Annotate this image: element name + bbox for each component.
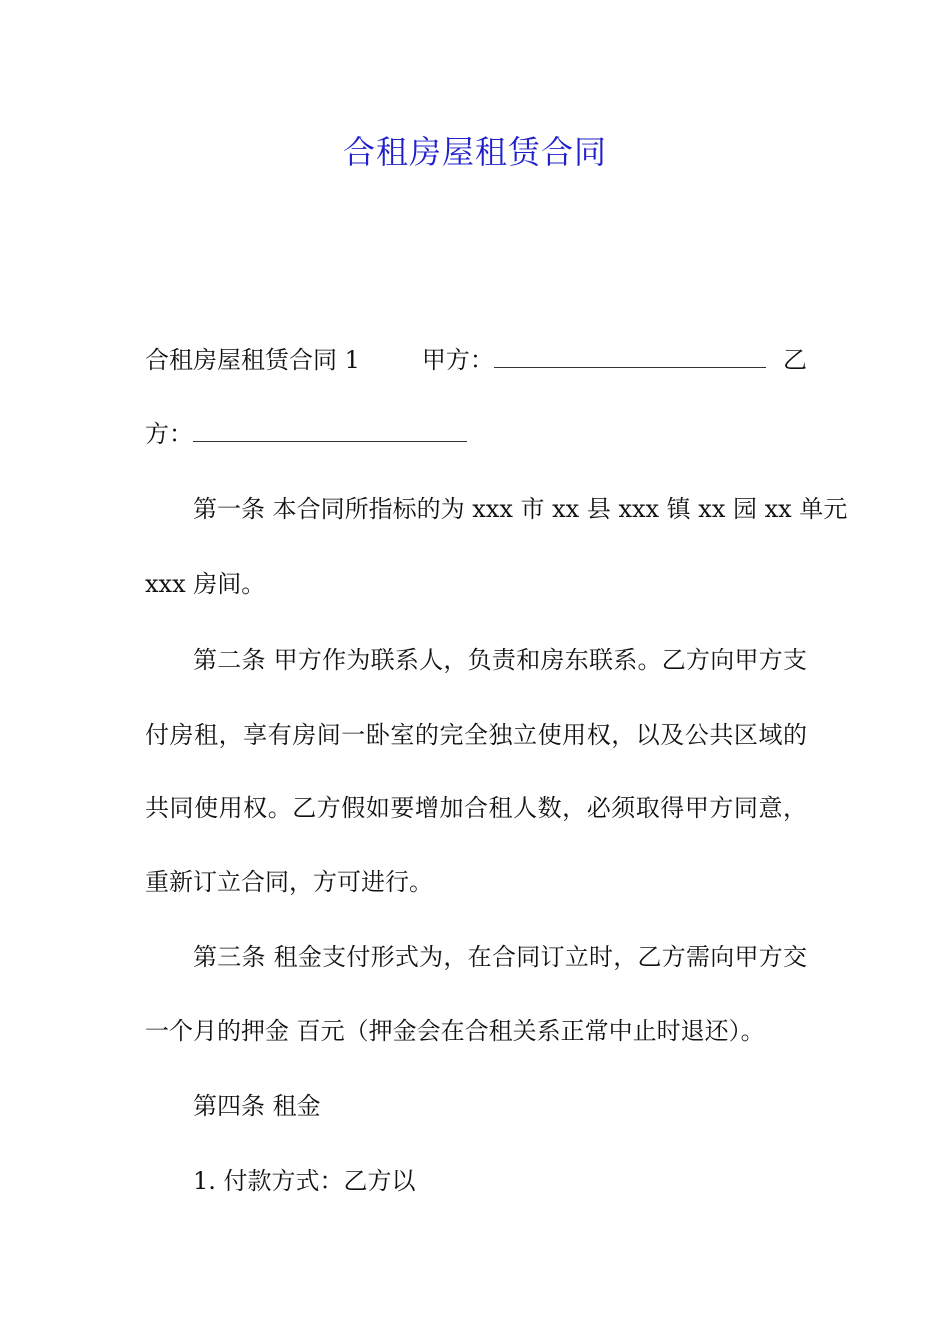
party-b-line: [145, 414, 807, 454]
party-b-blank[interactable]: [193, 415, 467, 442]
party-line: [145, 340, 807, 380]
contract-heading: 合租房屋租赁合同 1: [145, 346, 360, 374]
article1-line1: 第一条 本合同所指标的为 xxx 市 xx 县 xxx 镇 xx 园 xx 单元: [193, 495, 848, 523]
article2-line2: 付房租，享有房间一卧室的完全独立使用权，以及公共区域的: [145, 721, 807, 749]
document-title: 合租房屋租赁合同: [342, 133, 607, 171]
party-b-label-start: 乙: [783, 346, 807, 374]
article4-item1: 1. 付款方式：乙方以: [193, 1167, 416, 1195]
party-a-label: 甲方：: [421, 346, 494, 374]
article2-line3: 共同使用权。乙方假如要增加合租人数，必须取得甲方同意，: [145, 794, 807, 822]
article2-line4: 重新订立合同，方可进行。: [145, 868, 433, 896]
article1-line2: xxx 房间。: [145, 570, 266, 598]
party-b-label: 方：: [145, 420, 193, 448]
article4-heading: 第四条 租金: [193, 1092, 321, 1120]
article2-line1: 第二条 甲方作为联系人，负责和房东联系。乙方向甲方支: [193, 646, 807, 674]
party-a-blank[interactable]: [494, 341, 766, 368]
article3-line2: 一个月的押金 百元（押金会在合租关系正常中止时退还）。: [145, 1017, 765, 1045]
article3-line1: 第三条 租金支付形式为，在合同订立时，乙方需向甲方交: [193, 943, 807, 971]
